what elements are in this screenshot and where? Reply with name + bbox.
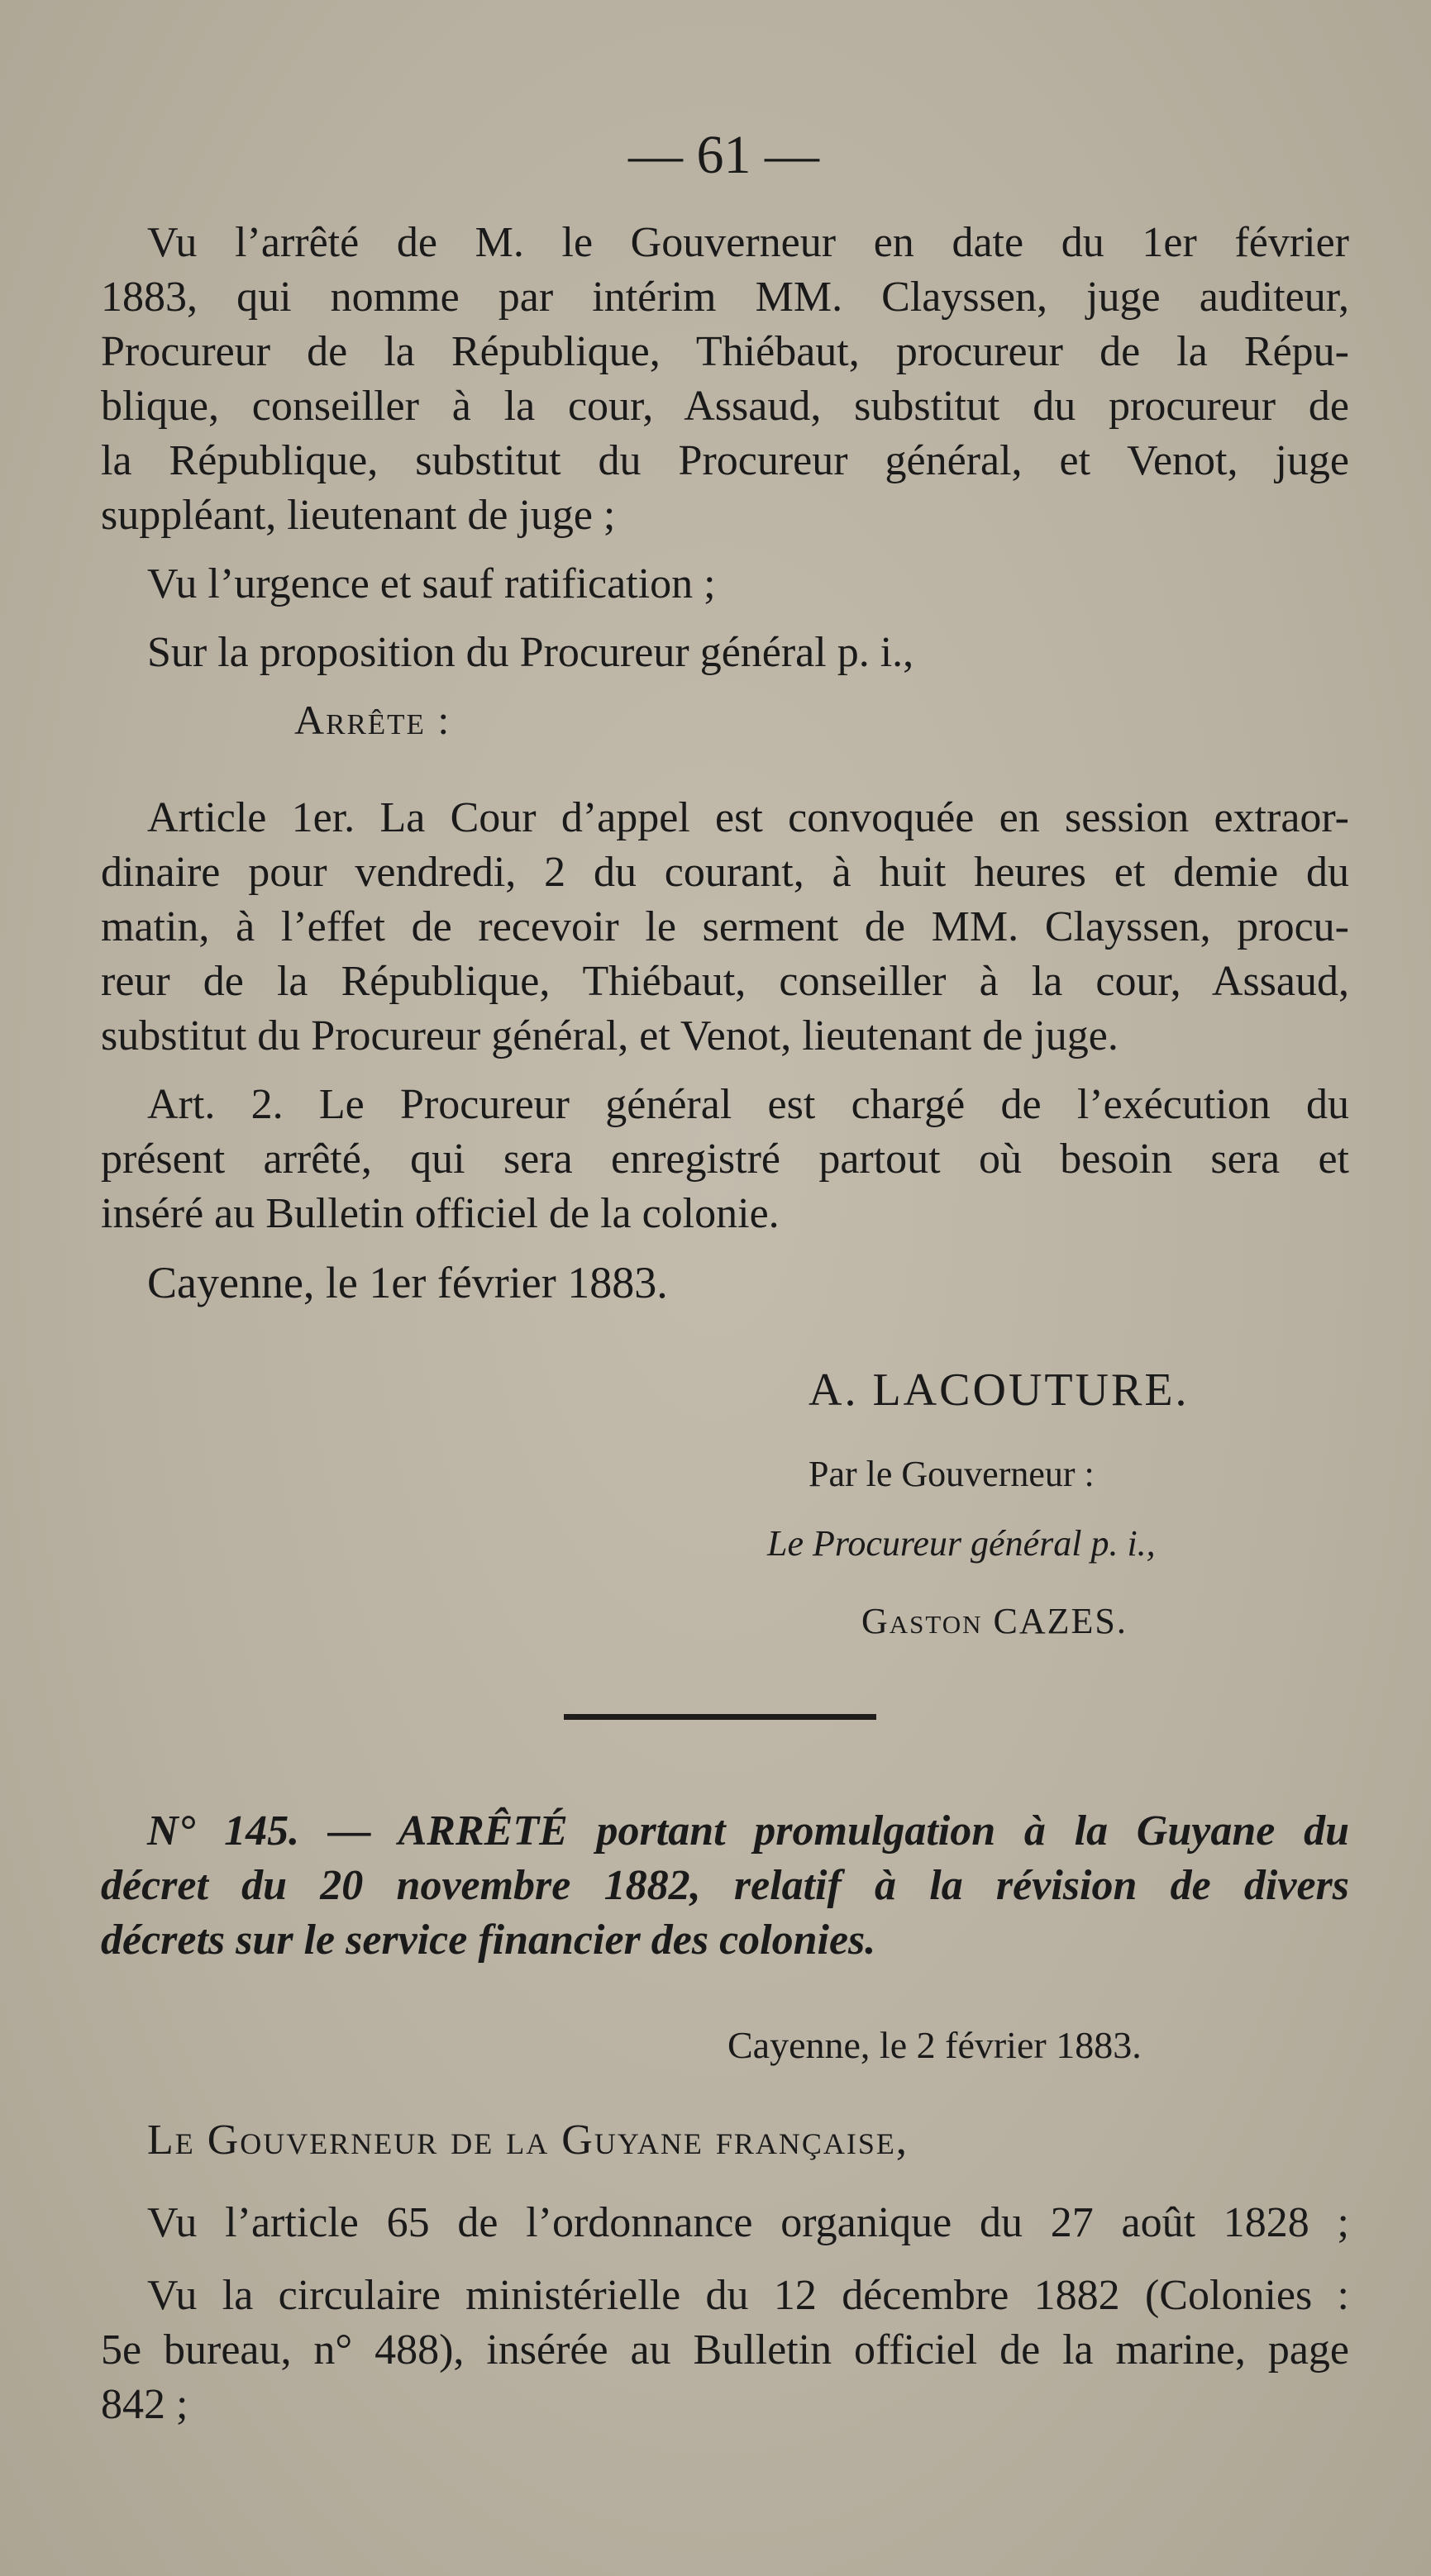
vu-circulaire-line-2: 5e bureau, n° 488), insérée au Bulletin officiel de la marine, page (101, 2326, 1349, 2374)
section-divider (564, 1714, 876, 1720)
page-number: — 61 — (628, 125, 819, 185)
vu-article: Vu l’article 65 de l’ordonnance organique du 27 août 1828 ; (147, 2199, 1349, 2246)
vu-arrete-line-6: suppléant, lieutenant de juge ; (101, 492, 616, 539)
decree2-dateline: Cayenne, le 2 février 1883. (727, 2024, 1142, 2066)
vu-arrete-line-5: la République, substitut du Procureur général, et Venot, juge (101, 437, 1349, 484)
article2-line-3: inséré au Bulletin officiel de la colonie. (101, 1190, 780, 1237)
article1-line-1: Article 1er. La Cour d’appel est convoquée en session extraor- (147, 794, 1349, 841)
article1-line-3: matin, à l’effet de recevoir le serment de MM. Clayssen, procu- (101, 903, 1349, 950)
vu-circulaire-line-1: Vu la circulaire ministérielle du 12 décembre 1882 (Colonies : (147, 2272, 1349, 2319)
article2-line-1: Art. 2. Le Procureur général est chargé de l’exécution du (147, 1081, 1349, 1128)
procureur-title: Le Procureur général p. i., (767, 1523, 1156, 1564)
vu-urgence: Vu l’urgence et sauf ratification ; (147, 560, 716, 607)
sur-proposition: Sur la proposition du Procureur général p. i., (147, 629, 914, 676)
vu-arrete-line-2: 1883, qui nomme par intérim MM. Clayssen, juge auditeur, (101, 274, 1349, 321)
countersign-name: Gaston CAZES. (861, 1601, 1128, 1641)
signature-name: A. LACOUTURE. (809, 1364, 1190, 1416)
decree2-title-line-3: décrets sur le service financier des colonies. (101, 1917, 876, 1964)
article2-line-2: présent arrêté, qui sera enregistré partout où besoin sera et (101, 1136, 1349, 1183)
article1-line-4: reur de la République, Thiébaut, conseiller à la cour, Assaud, (101, 958, 1349, 1005)
place-date: Cayenne, le 1er février 1883. (147, 1258, 668, 1307)
article1-line-2: dinaire pour vendredi, 2 du courant, à huit heures et demie du (101, 849, 1349, 896)
gouverneur-line: Le Gouverneur de la Guyane française, (147, 2117, 909, 2164)
article1-line-5: substitut du Procureur général, et Venot, lieutenant de juge. (101, 1012, 1119, 1059)
vu-arrete-line-3: Procureur de la République, Thiébaut, procureur de la Répu- (101, 328, 1349, 375)
decree2-title-line-1: N° 145. — ARRÊTÉ portant promulgation à la Guyane du (147, 1807, 1349, 1855)
vu-arrete-line-4: blique, conseiller à la cour, Assaud, substitut du procureur de (101, 383, 1349, 430)
vu-arrete-line-1: Vu l’arrêté de M. le Gouverneur en date du 1er février (147, 219, 1349, 266)
arrete-heading: Arrête : (294, 697, 451, 743)
vu-circulaire-line-3: 842 ; (101, 2381, 188, 2428)
decree2-title-line-2: décret du 20 novembre 1882, relatif à la révision de divers (101, 1862, 1349, 1909)
par-le-gouverneur: Par le Gouverneur : (809, 1454, 1095, 1494)
